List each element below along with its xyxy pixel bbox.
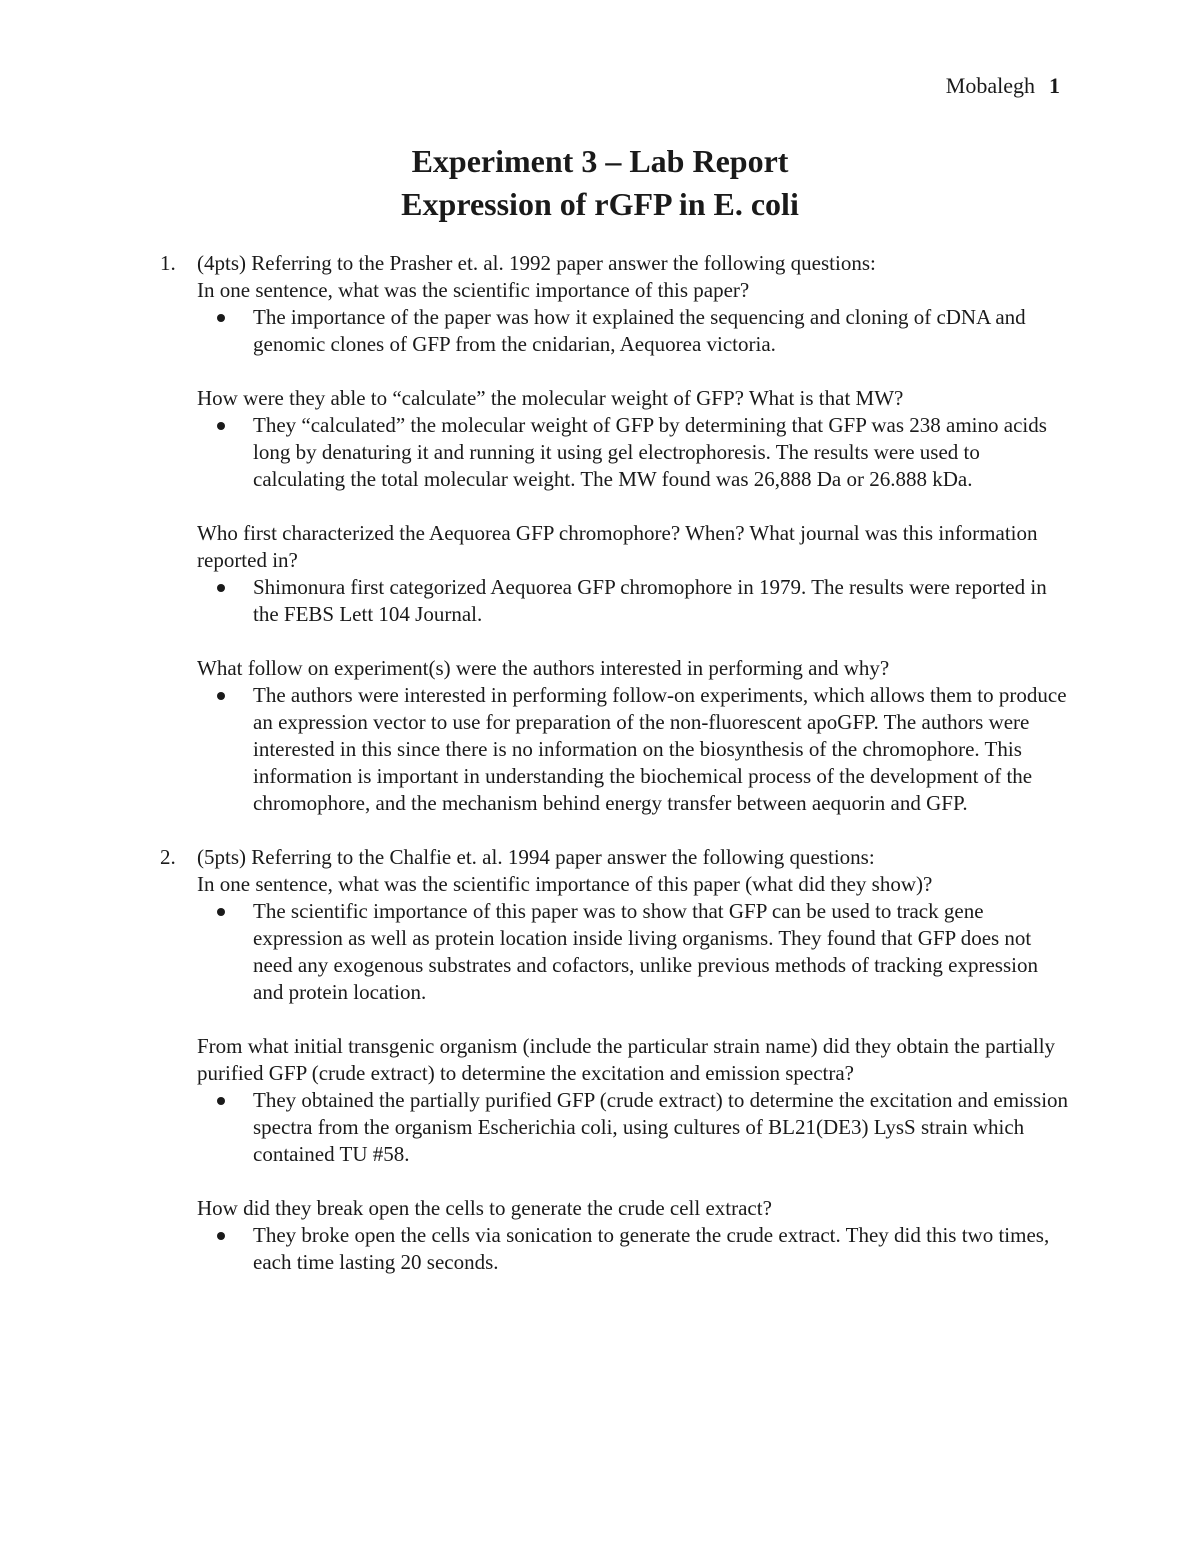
sub-question-prompt: Who first characterized the Aequorea GFP chromophore? When? What journal was this information reported in? (197, 521, 1038, 572)
answer-text: The authors were interested in performing follow-on experiments, which allows them to produce an expression vector to use for preparation of the non-fluorescent apoGFP. The authors were interested in this since there is no information on the biosynthesis of the chromophore. This information is important in understanding the biochemical process of the development of the chromophore, and the mechanism behind energy transfer between aequorin and GFP. (253, 683, 1067, 815)
answer-bullet (197, 304, 1070, 358)
sub-question-prompt: How were they able to “calculate” the molecular weight of GFP? What is that MW? (197, 386, 904, 410)
answer-text: They obtained the partially purified GFP (crude extract) to determine the excitation and emission spectra from the organism Escherichia coli, using cultures of BL21(DE3) LysS strain which contained TU #58. (253, 1088, 1069, 1166)
answer-text: They broke open the cells via sonication to generate the crude extract. They did this two times, each time lasting 20 seconds. (253, 1223, 1050, 1274)
answer-bullet (197, 682, 1070, 817)
question-1 (160, 250, 1070, 817)
title-line-1: Experiment 3 – Lab Report (411, 143, 789, 179)
page-header (946, 72, 1060, 100)
bullet-icon (217, 422, 225, 430)
sub-question (197, 1033, 1070, 1168)
document-title (0, 140, 1200, 226)
answer-bullet (197, 412, 1070, 493)
sub-question (197, 385, 1070, 493)
title-line-2: Expression of rGFP in E. coli (401, 186, 799, 222)
answer-bullet (197, 574, 1070, 628)
answer-text: The scientific importance of this paper was to show that GFP can be used to track gene expression as well as protein location inside living organisms. They found that GFP does not need any exogenous substrates and cofactors, unlike previous methods of tracking expression and protein location. (253, 899, 1038, 1004)
sub-question (197, 871, 1070, 1006)
author-name: Mobalegh (945, 73, 1035, 98)
sub-question-prompt: In one sentence, what was the scientific importance of this paper (what did they show)? (197, 872, 933, 896)
answer-bullet (197, 1222, 1070, 1276)
sub-question-prompt: From what initial transgenic organism (include the particular strain name) did they obtain the partially purified GFP (crude extract) to determine the excitation and emission spectra? (197, 1034, 1056, 1085)
question-number: 2. (160, 845, 176, 869)
sub-question (197, 277, 1070, 358)
question-2 (160, 844, 1070, 1276)
bullet-icon (217, 584, 225, 592)
answer-bullet (197, 1087, 1070, 1168)
bullet-icon (217, 314, 225, 322)
sub-question (197, 655, 1070, 817)
sub-question-prompt: In one sentence, what was the scientific importance of this paper? (197, 278, 750, 302)
bullet-icon (217, 692, 225, 700)
question-lead: (5pts) Referring to the Chalfie et. al. 1994 paper answer the following questions: (197, 845, 875, 869)
answer-bullet (197, 898, 1070, 1006)
answer-text: The importance of the paper was how it explained the sequencing and cloning of cDNA and genomic clones of GFP from the cnidarian, Aequorea victoria. (253, 305, 1026, 356)
sub-question (197, 520, 1070, 628)
bullet-icon (217, 1097, 225, 1105)
sub-question-prompt: What follow on experiment(s) were the authors interested in performing and why? (197, 656, 890, 680)
question-lead: (4pts) Referring to the Prasher et. al. 1992 paper answer the following questions: (197, 251, 876, 275)
sub-question-prompt: How did they break open the cells to generate the crude cell extract? (197, 1196, 772, 1220)
document-body (160, 250, 1070, 1276)
question-number: 1. (160, 251, 176, 275)
page-number: 1 (1049, 73, 1060, 98)
bullet-icon (217, 908, 225, 916)
answer-text: They “calculated” the molecular weight of GFP by determining that GFP was 238 amino acids long by denaturing it and running it using gel electrophoresis. The results were used to calculating the total molecular weight. The MW found was 26,888 Da or 26.888 kDa. (253, 413, 1047, 491)
answer-text: Shimonura first categorized Aequorea GFP chromophore in 1979. The results were reported in the FEBS Lett 104 Journal. (253, 575, 1047, 626)
sub-question (197, 1195, 1070, 1276)
bullet-icon (217, 1232, 225, 1240)
